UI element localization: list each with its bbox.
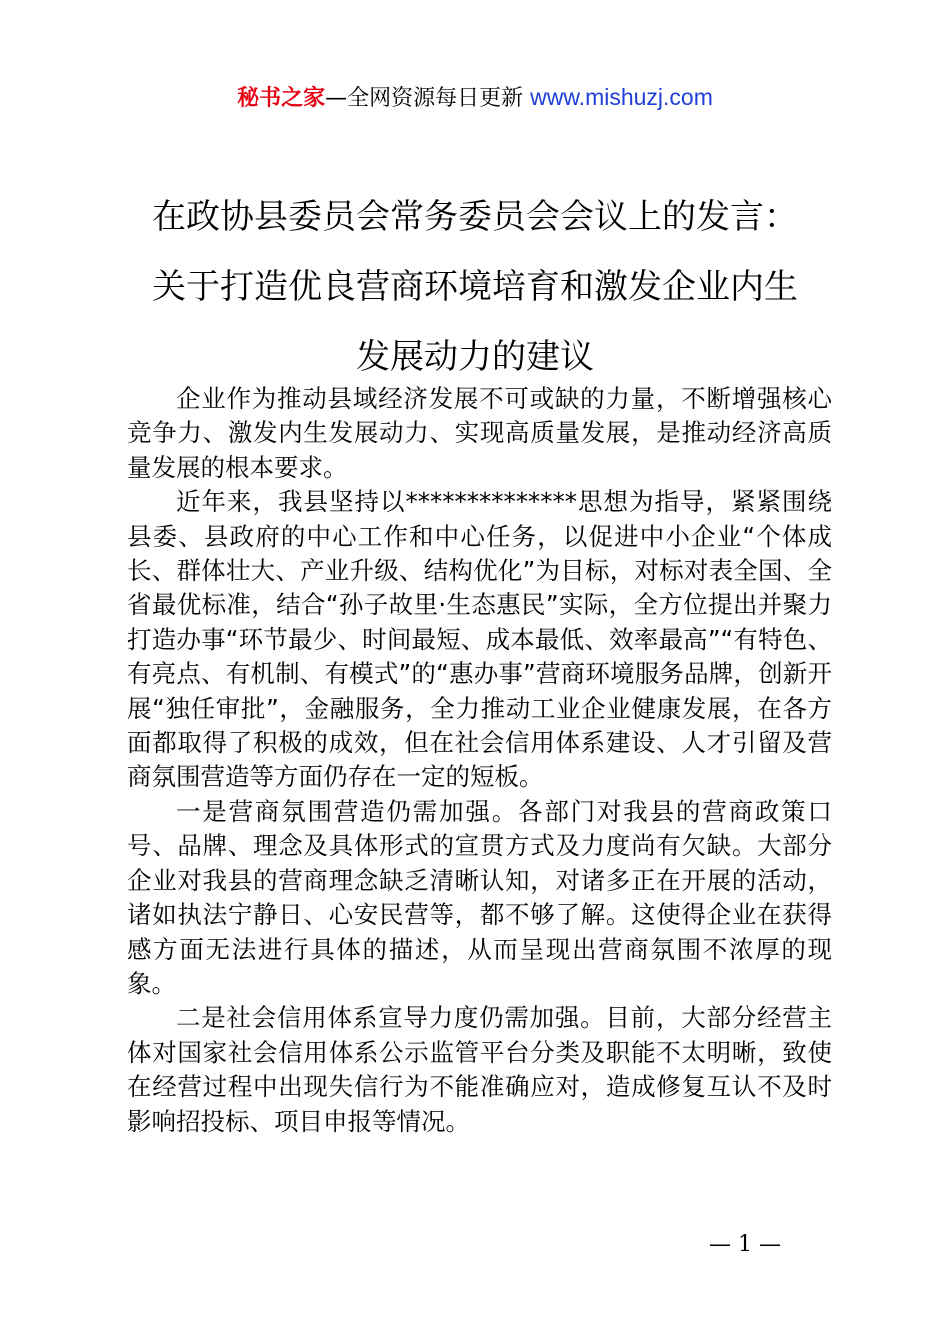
site-brand: 秘书之家	[237, 86, 326, 111]
title-line-2: 关于打造优良营商环境培育和激发企业内生	[152, 267, 798, 307]
paragraph-intro: 企业作为推动县域经济发展不可或缺的力量，不断增强核心竞争力、激发内生发展动力、实现高质量发展，是推动经济高质量发展的根本要求。	[127, 384, 832, 482]
paragraph-background: 近年来，我县坚持以**************思想为指导，紧紧围绕县委、县政府的中心工作和中心任务，以促进中小企业“个体成长、群体壮大、产业升级、结构优化”为目标，对标对表全国、全省最优标准，结合“孙子故里·生态惠民”实际，全方位提出并聚力打造办事“环节最少、时间最短、成本最低、效率最高”“有特色、有亮点、有机制、有模式”的“惠办事”营商环境服务品牌，创新开展“独任审批”，金融服务，全力推动工业企业健康发展，在各方面都取得了积极的成效，但在社会信用体系建设、人才引留及营商氛围营造等方面仍存在一定的短板。	[127, 487, 832, 792]
page-number: — 1 —	[709, 1232, 781, 1257]
paragraph-issue-2: 二是社会信用体系宣导力度仍需加强。目前，大部分经营主体对国家社会信用体系公示监管平台分类及职能不太明晰，致使在经营过程中出现失信行为不能准确应对，造成修复互认不及时影响招投标、项目申报等情况。	[127, 1003, 832, 1136]
site-url-link[interactable]: www.mishuzj.com	[530, 84, 713, 110]
title-line-1: 在政协县委员会常务委员会会议上的发言：	[152, 197, 798, 237]
paragraph-issue-1: 一是营商氛围营造仍需加强。各部门对我县的营商政策口号、品牌、理念及具体形式的宣贯方式及力度尚有欠缺。大部分企业对我县的营商理念缺乏清晰认知，对诸多正在开展的活动，诸如执法宁静日、心安民营等，都不够了解。这使得企业在获得感方面无法进行具体的描述，从而呈现出营商氛围不浓厚的现象。	[127, 796, 832, 998]
site-tagline: —全网资源每日更新	[325, 86, 524, 111]
document-title	[120, 182, 830, 392]
document-body	[127, 382, 832, 1139]
site-header	[0, 82, 950, 114]
title-line-3: 发展动力的建议	[356, 337, 594, 377]
